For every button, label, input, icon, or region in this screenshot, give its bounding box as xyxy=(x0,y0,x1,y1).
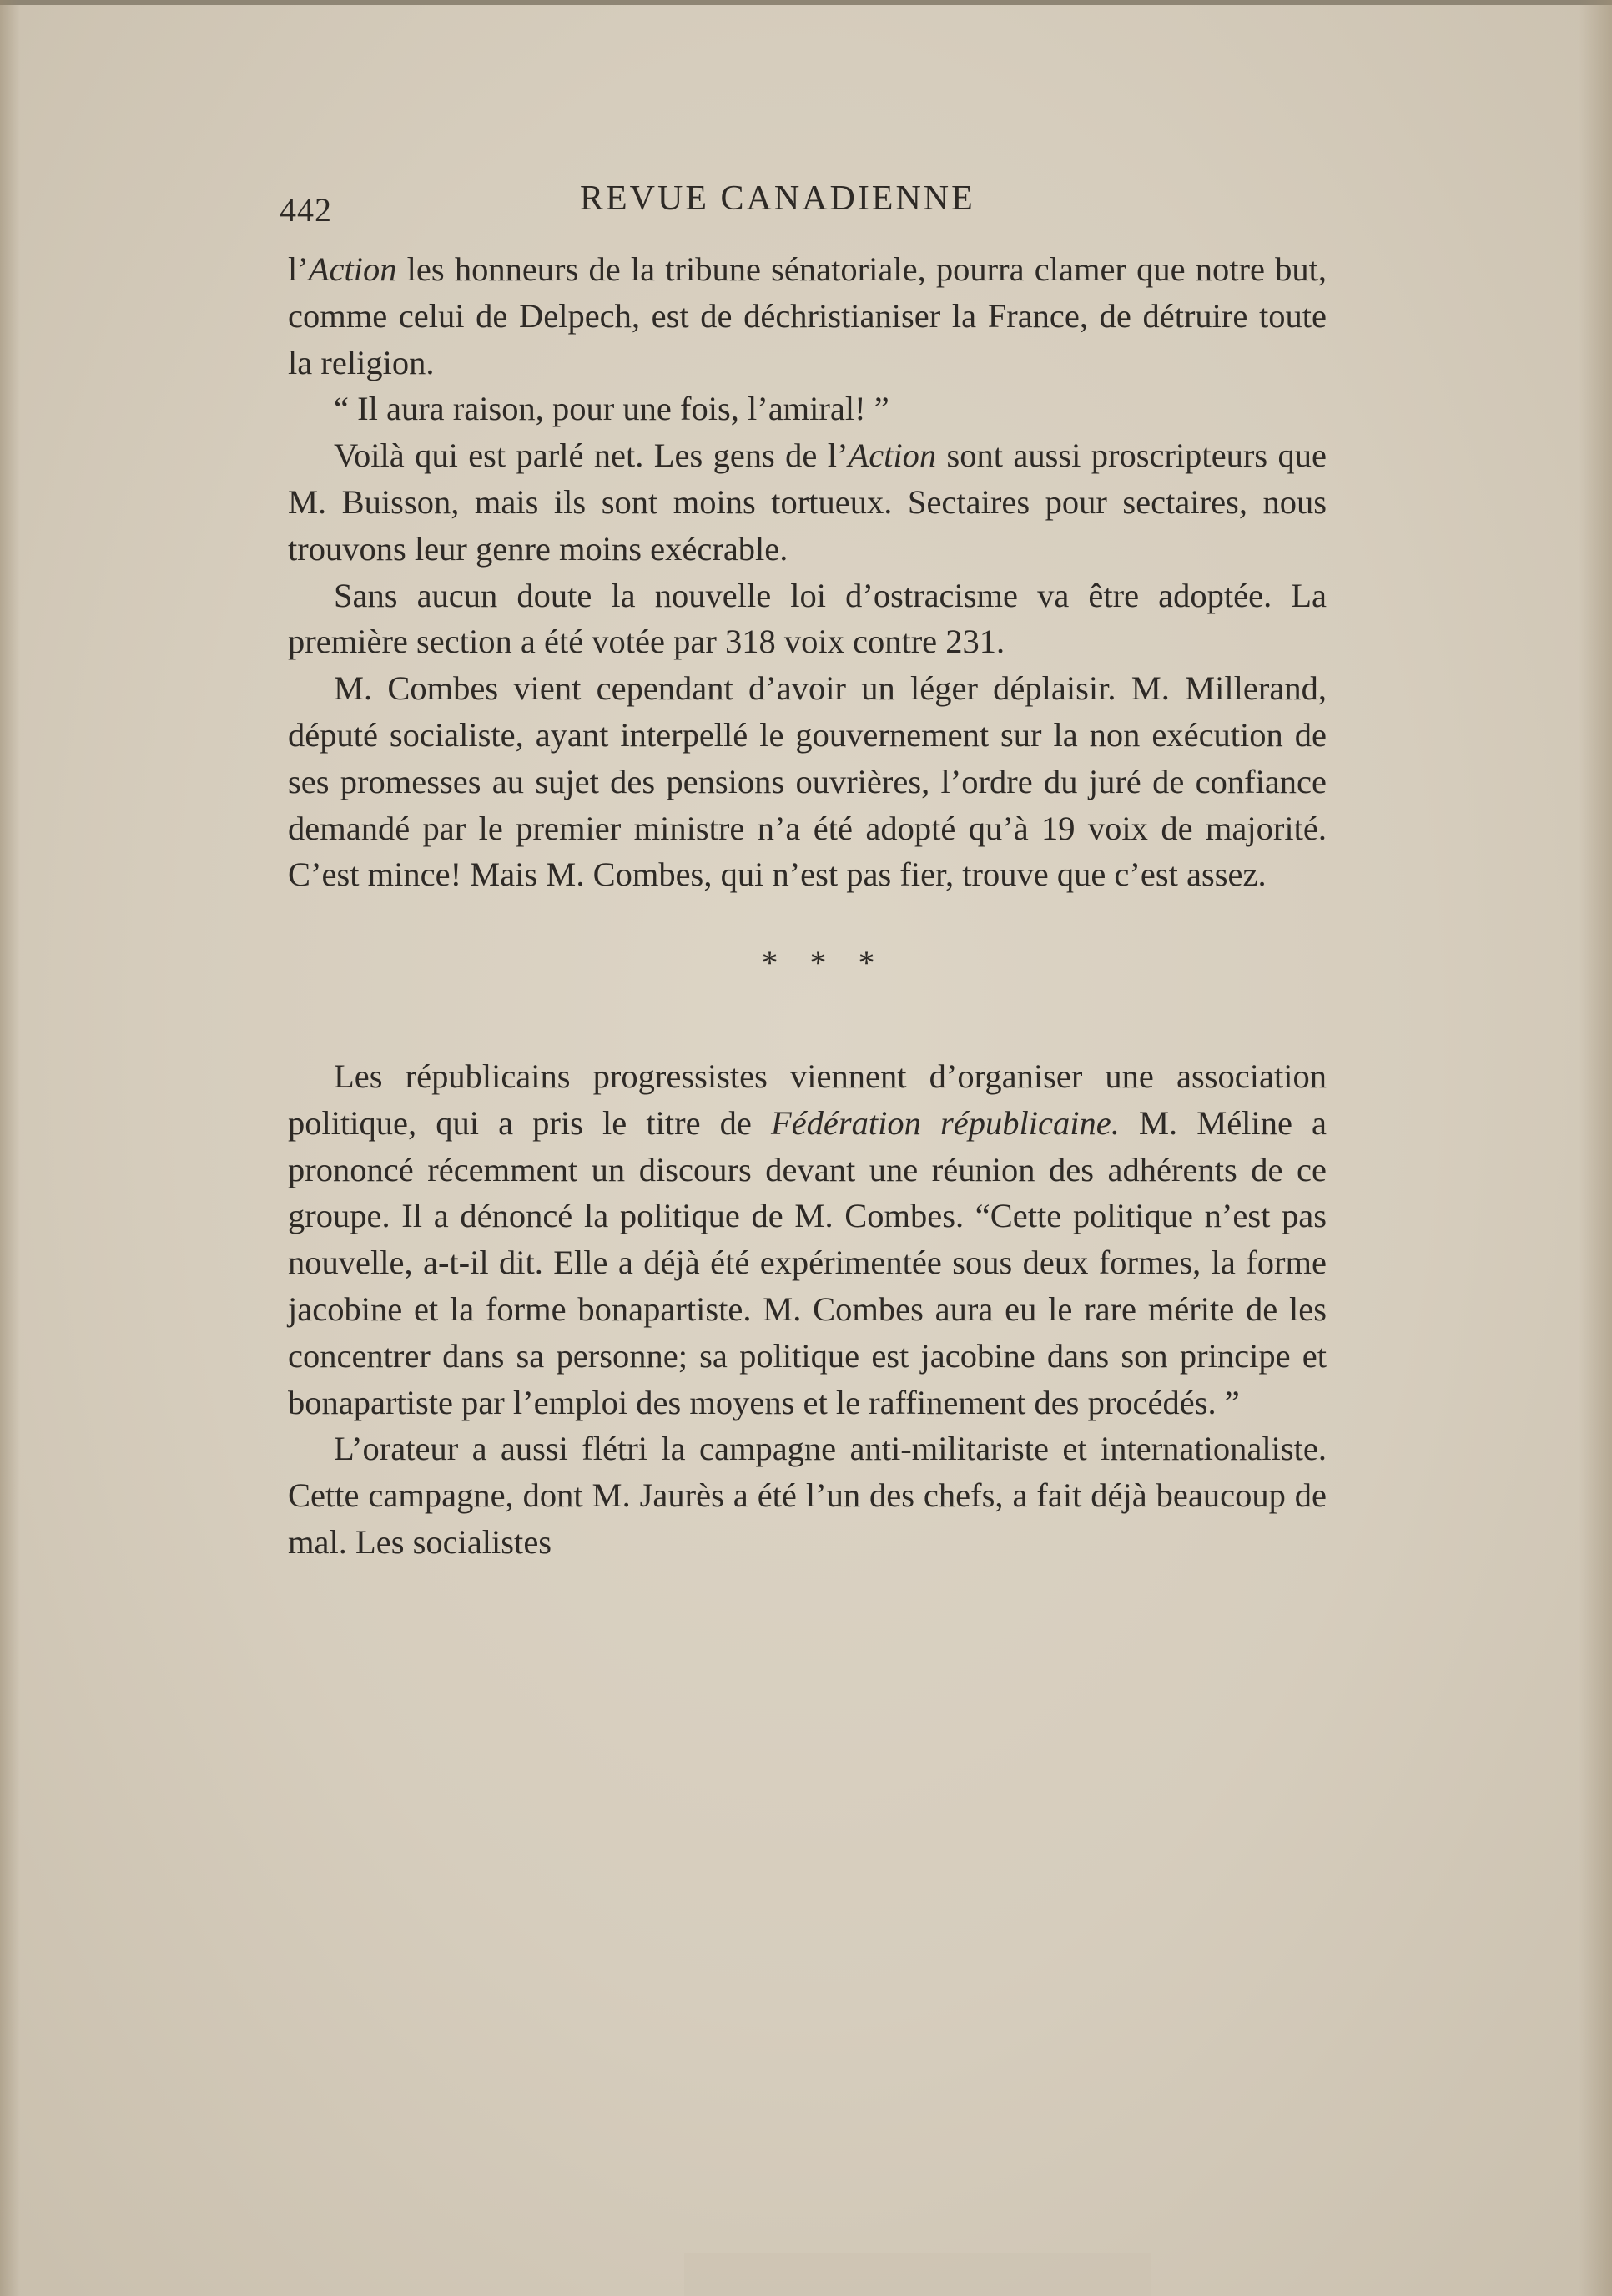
paragraph-continued: l’Action les honneurs de la tribune sénatoriale, pourra clamer que notre but, comme celui de Delpech, est de déchristianiser la France, de détruire toute la religion. xyxy=(288,250,1327,381)
body-text xyxy=(288,246,1327,1566)
journal-title: REVUE CANADIENNE xyxy=(580,179,975,218)
paper-stain xyxy=(684,2253,1151,2296)
paragraph: L’orateur a aussi flétri la campagne anti-militariste et internationaliste. Cette campagne, dont M. Jaurès a été l’un des chefs, a fait déjà beaucoup de mal. Les socialistes xyxy=(288,1430,1327,1561)
italic-action: Action xyxy=(308,250,397,288)
paragraph: Voilà qui est parlé net. Les gens de l’Action sont aussi proscripteurs que M. Buisson, mais ils sont moins tortueux. Sectaires pour sectaires, nous trouvons leur genre moins exécrable. xyxy=(288,436,1327,568)
paragraph-quote: “ Il aura raison, pour une fois, l’amiral! ” xyxy=(334,390,889,428)
paragraph: M. Combes vient cependant d’avoir un léger déplaisir. M. Millerand, député socialiste, ayant interpellé le gouvernement sur la non exécution de ses promesses au sujet des pensions ouvrières, l’ordre du juré de confiance demandé par le premier ministre n’a été adopté qu’à 19 voix de majorité. C’est mince! Mais M. Combes, qui n’est pas fier, trouve que c’est assez. xyxy=(288,669,1327,894)
running-head xyxy=(280,167,1364,229)
page-left-edge xyxy=(0,0,20,2296)
paragraph: Les républicains progressistes viennent d’organiser une association politique, qui a pris le titre de Fédération républicaine. M. Méline a prononcé récemment un discours devant une réunion des adhérents de ce groupe. Il a dénoncé la politique de M. Combes. “Cette politique n’est pas nouvelle, a-t-il dit. Elle a déjà été expérimentée sous deux formes, la forme jacobine et la forme bonapartiste. M. Combes aura eu le rare mérite de les concentrer dans sa personne; sa politique est jacobine dans son principe et bonapartiste par l’emploi des moyens et le raffinement des procédés. ” xyxy=(288,1057,1327,1421)
italic-action: Action xyxy=(848,436,937,475)
paragraph: Sans aucun doute la nouvelle loi d’ostracisme va être adoptée. La première section a été votée par 318 voix contre 231. xyxy=(288,576,1327,661)
page-right-edge xyxy=(1579,0,1612,2296)
section-separator: * * * xyxy=(761,944,887,982)
italic-federation: Fédération républicaine. xyxy=(770,1103,1120,1142)
page-number: 442 xyxy=(280,191,332,229)
page-top-edge xyxy=(0,0,1612,5)
